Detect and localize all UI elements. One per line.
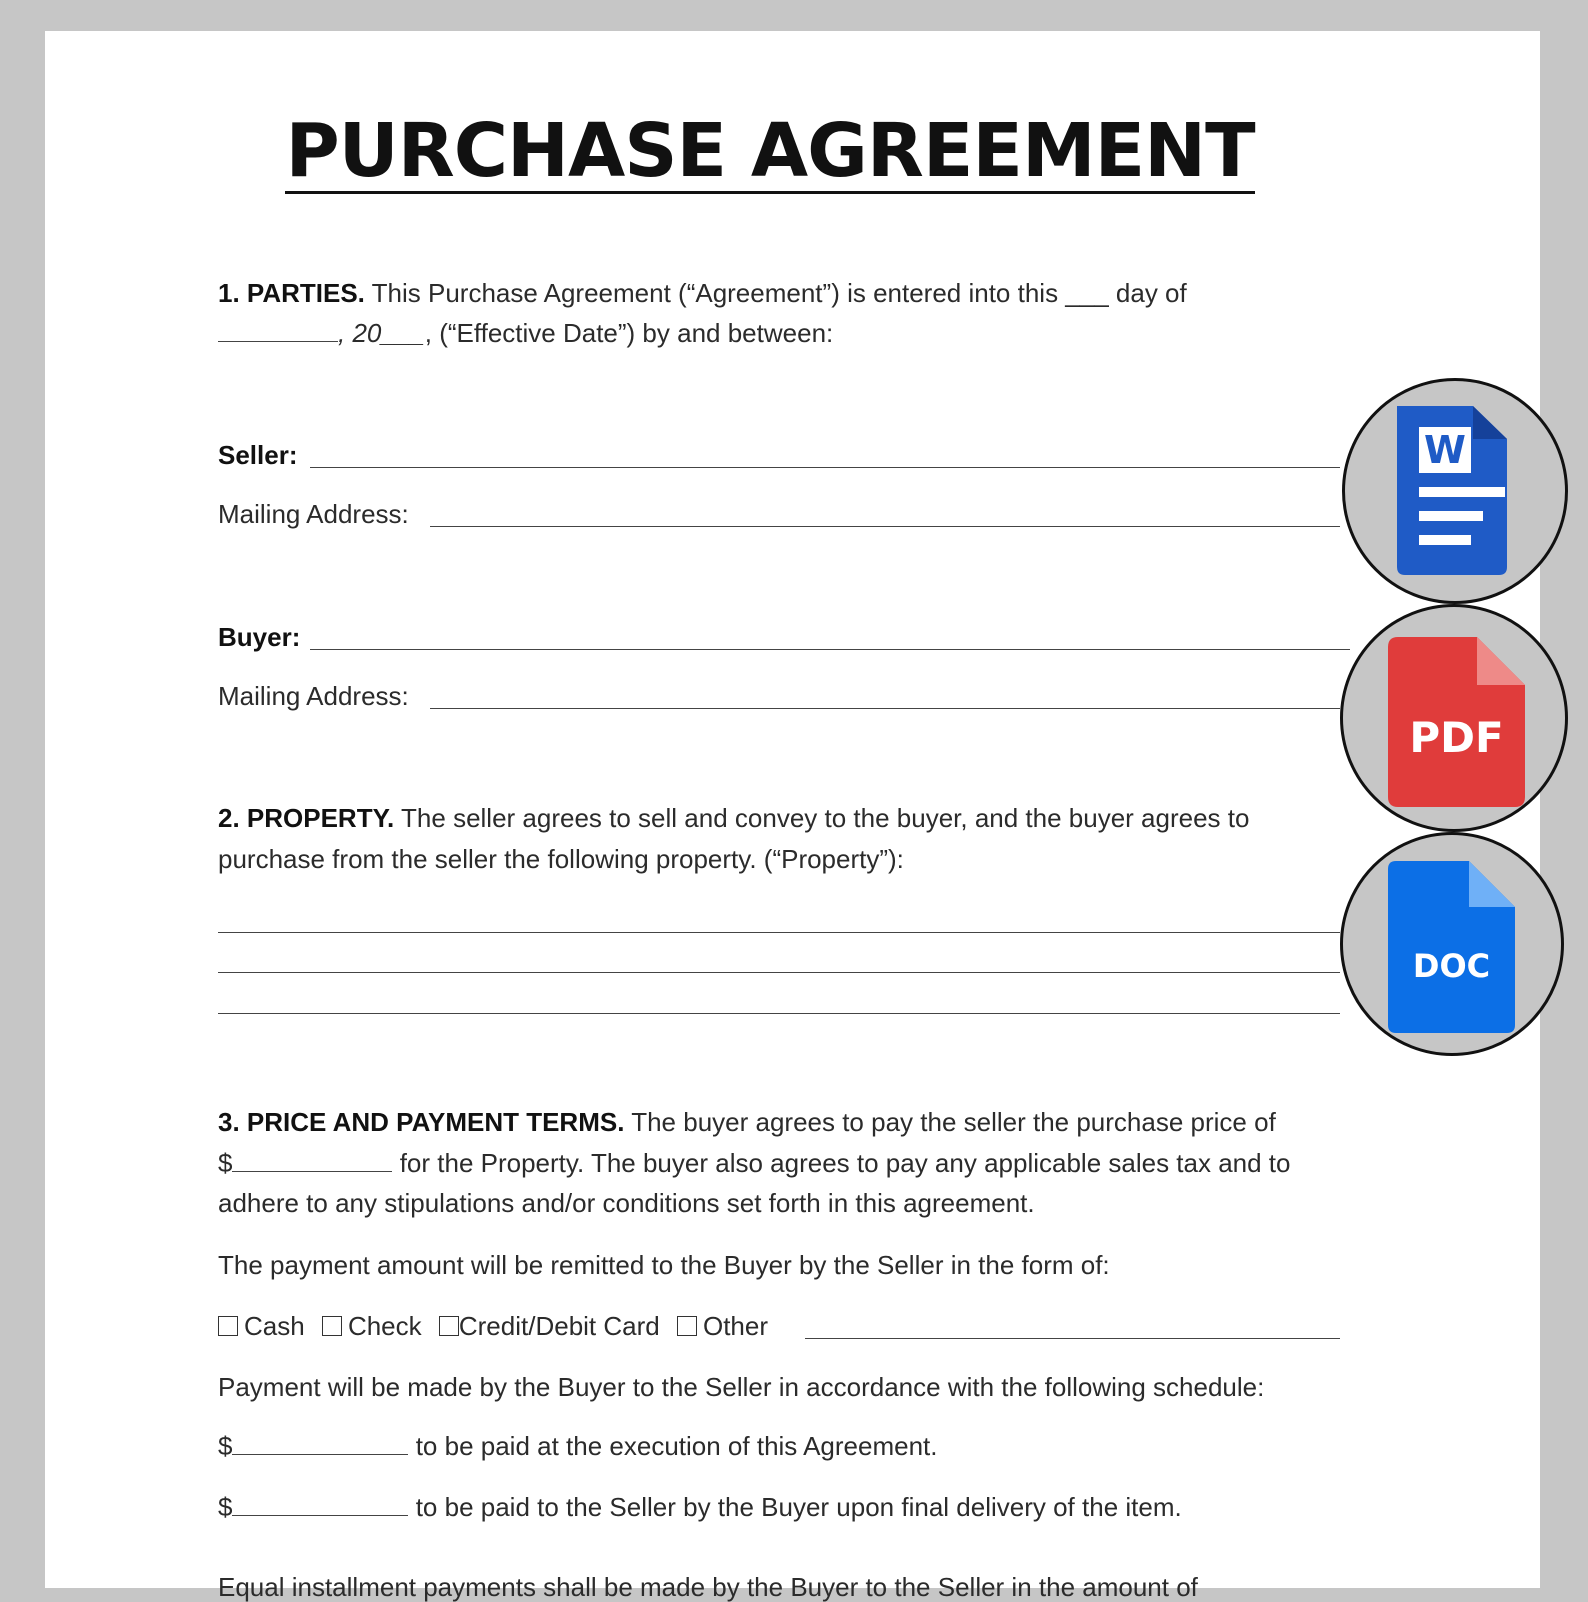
seller-label: Seller: [218, 440, 298, 470]
pdf-format-badge[interactable] [1340, 604, 1568, 832]
payment-options [218, 1311, 768, 1341]
delivery-amount-field[interactable] [232, 1493, 408, 1516]
cash-label: Cash [244, 1311, 305, 1341]
doc-file-icon [1343, 835, 1561, 1053]
seller-address-field[interactable] [430, 526, 1340, 527]
schedule-2-text: to be paid to the Seller by the Buyer upon final delivery of the item. [415, 1492, 1182, 1522]
buyer-address-label: Mailing Address: [218, 681, 409, 711]
other-field[interactable] [805, 1338, 1340, 1339]
check-checkbox[interactable] [322, 1316, 342, 1336]
seller-field[interactable] [310, 467, 1340, 468]
schedule-line-1 [218, 1431, 938, 1461]
property-text: The seller agrees to sell and convey to the buyer, and the buyer agrees to [401, 803, 1250, 833]
date-month-blank[interactable] [218, 319, 338, 342]
effective-date-text: , (“Effective Date”) by and between: [424, 318, 834, 348]
doc-format-badge[interactable] [1340, 832, 1564, 1056]
execution-amount-field[interactable] [232, 1432, 408, 1455]
year-blank: , 20___ [338, 318, 425, 348]
doc-label: DOC [1412, 947, 1491, 985]
word-letter: W [1424, 428, 1466, 472]
word-format-badge[interactable] [1342, 378, 1568, 604]
buyer-label: Buyer: [218, 622, 301, 652]
property-heading: 2. PROPERTY. [218, 803, 395, 833]
parties-line-1 [218, 278, 1187, 308]
purchase-price-field[interactable] [232, 1149, 392, 1172]
property-line-2: purchase from the seller the following property. (“Property”): [218, 844, 904, 874]
property-field-3[interactable] [218, 1013, 1340, 1014]
parties-line-2 [218, 318, 833, 348]
buyer-field[interactable] [310, 649, 1350, 650]
card-label: Credit/Debit Card [458, 1311, 660, 1341]
schedule-text: Payment will be made by the Buyer to the Seller in accordance with the following schedule: [218, 1372, 1265, 1402]
price-text: The buyer agrees to pay the seller the purchase price of [631, 1107, 1276, 1137]
check-label: Check [347, 1311, 422, 1341]
other-checkbox[interactable] [677, 1316, 697, 1336]
price-line-2 [218, 1148, 1291, 1178]
property-field-2[interactable] [218, 972, 1340, 973]
parties-text: This Purchase Agreement (“Agreement”) is entered into this ___ day of [371, 278, 1187, 308]
document-title: PURCHASE AGREEMENT [285, 108, 1255, 194]
schedule-line-2 [218, 1492, 1182, 1522]
installment-text: Equal installment payments shall be made by the Buyer to the Seller in the amount of [218, 1572, 1198, 1602]
price-line-3: adhere to any stipulations and/or conditions set forth in this agreement. [218, 1188, 1035, 1218]
pdf-label: PDF [1409, 713, 1504, 762]
price-heading: 3. PRICE AND PAYMENT TERMS. [218, 1107, 625, 1137]
schedule-1-text: to be paid at the execution of this Agreement. [415, 1431, 938, 1461]
payment-form-text: The payment amount will be remitted to the Buyer by the Seller in the form of: [218, 1250, 1110, 1280]
cash-checkbox[interactable] [218, 1316, 238, 1336]
dollar-sign: $ [218, 1431, 233, 1461]
seller-address-label: Mailing Address: [218, 499, 409, 529]
price-text-2: for the Property. The buyer also agrees to pay any applicable sales tax and to [399, 1148, 1291, 1178]
buyer-address-field[interactable] [430, 708, 1340, 709]
other-label: Other [702, 1311, 768, 1341]
property-field-1[interactable] [218, 932, 1340, 933]
dollar-sign: $ [218, 1492, 233, 1522]
price-line-1 [218, 1107, 1276, 1137]
word-doc-icon [1345, 381, 1565, 601]
parties-heading: 1. PARTIES. [218, 278, 365, 308]
property-line-1 [218, 803, 1249, 833]
card-checkbox[interactable] [439, 1316, 459, 1336]
dollar-sign: $ [218, 1148, 233, 1178]
